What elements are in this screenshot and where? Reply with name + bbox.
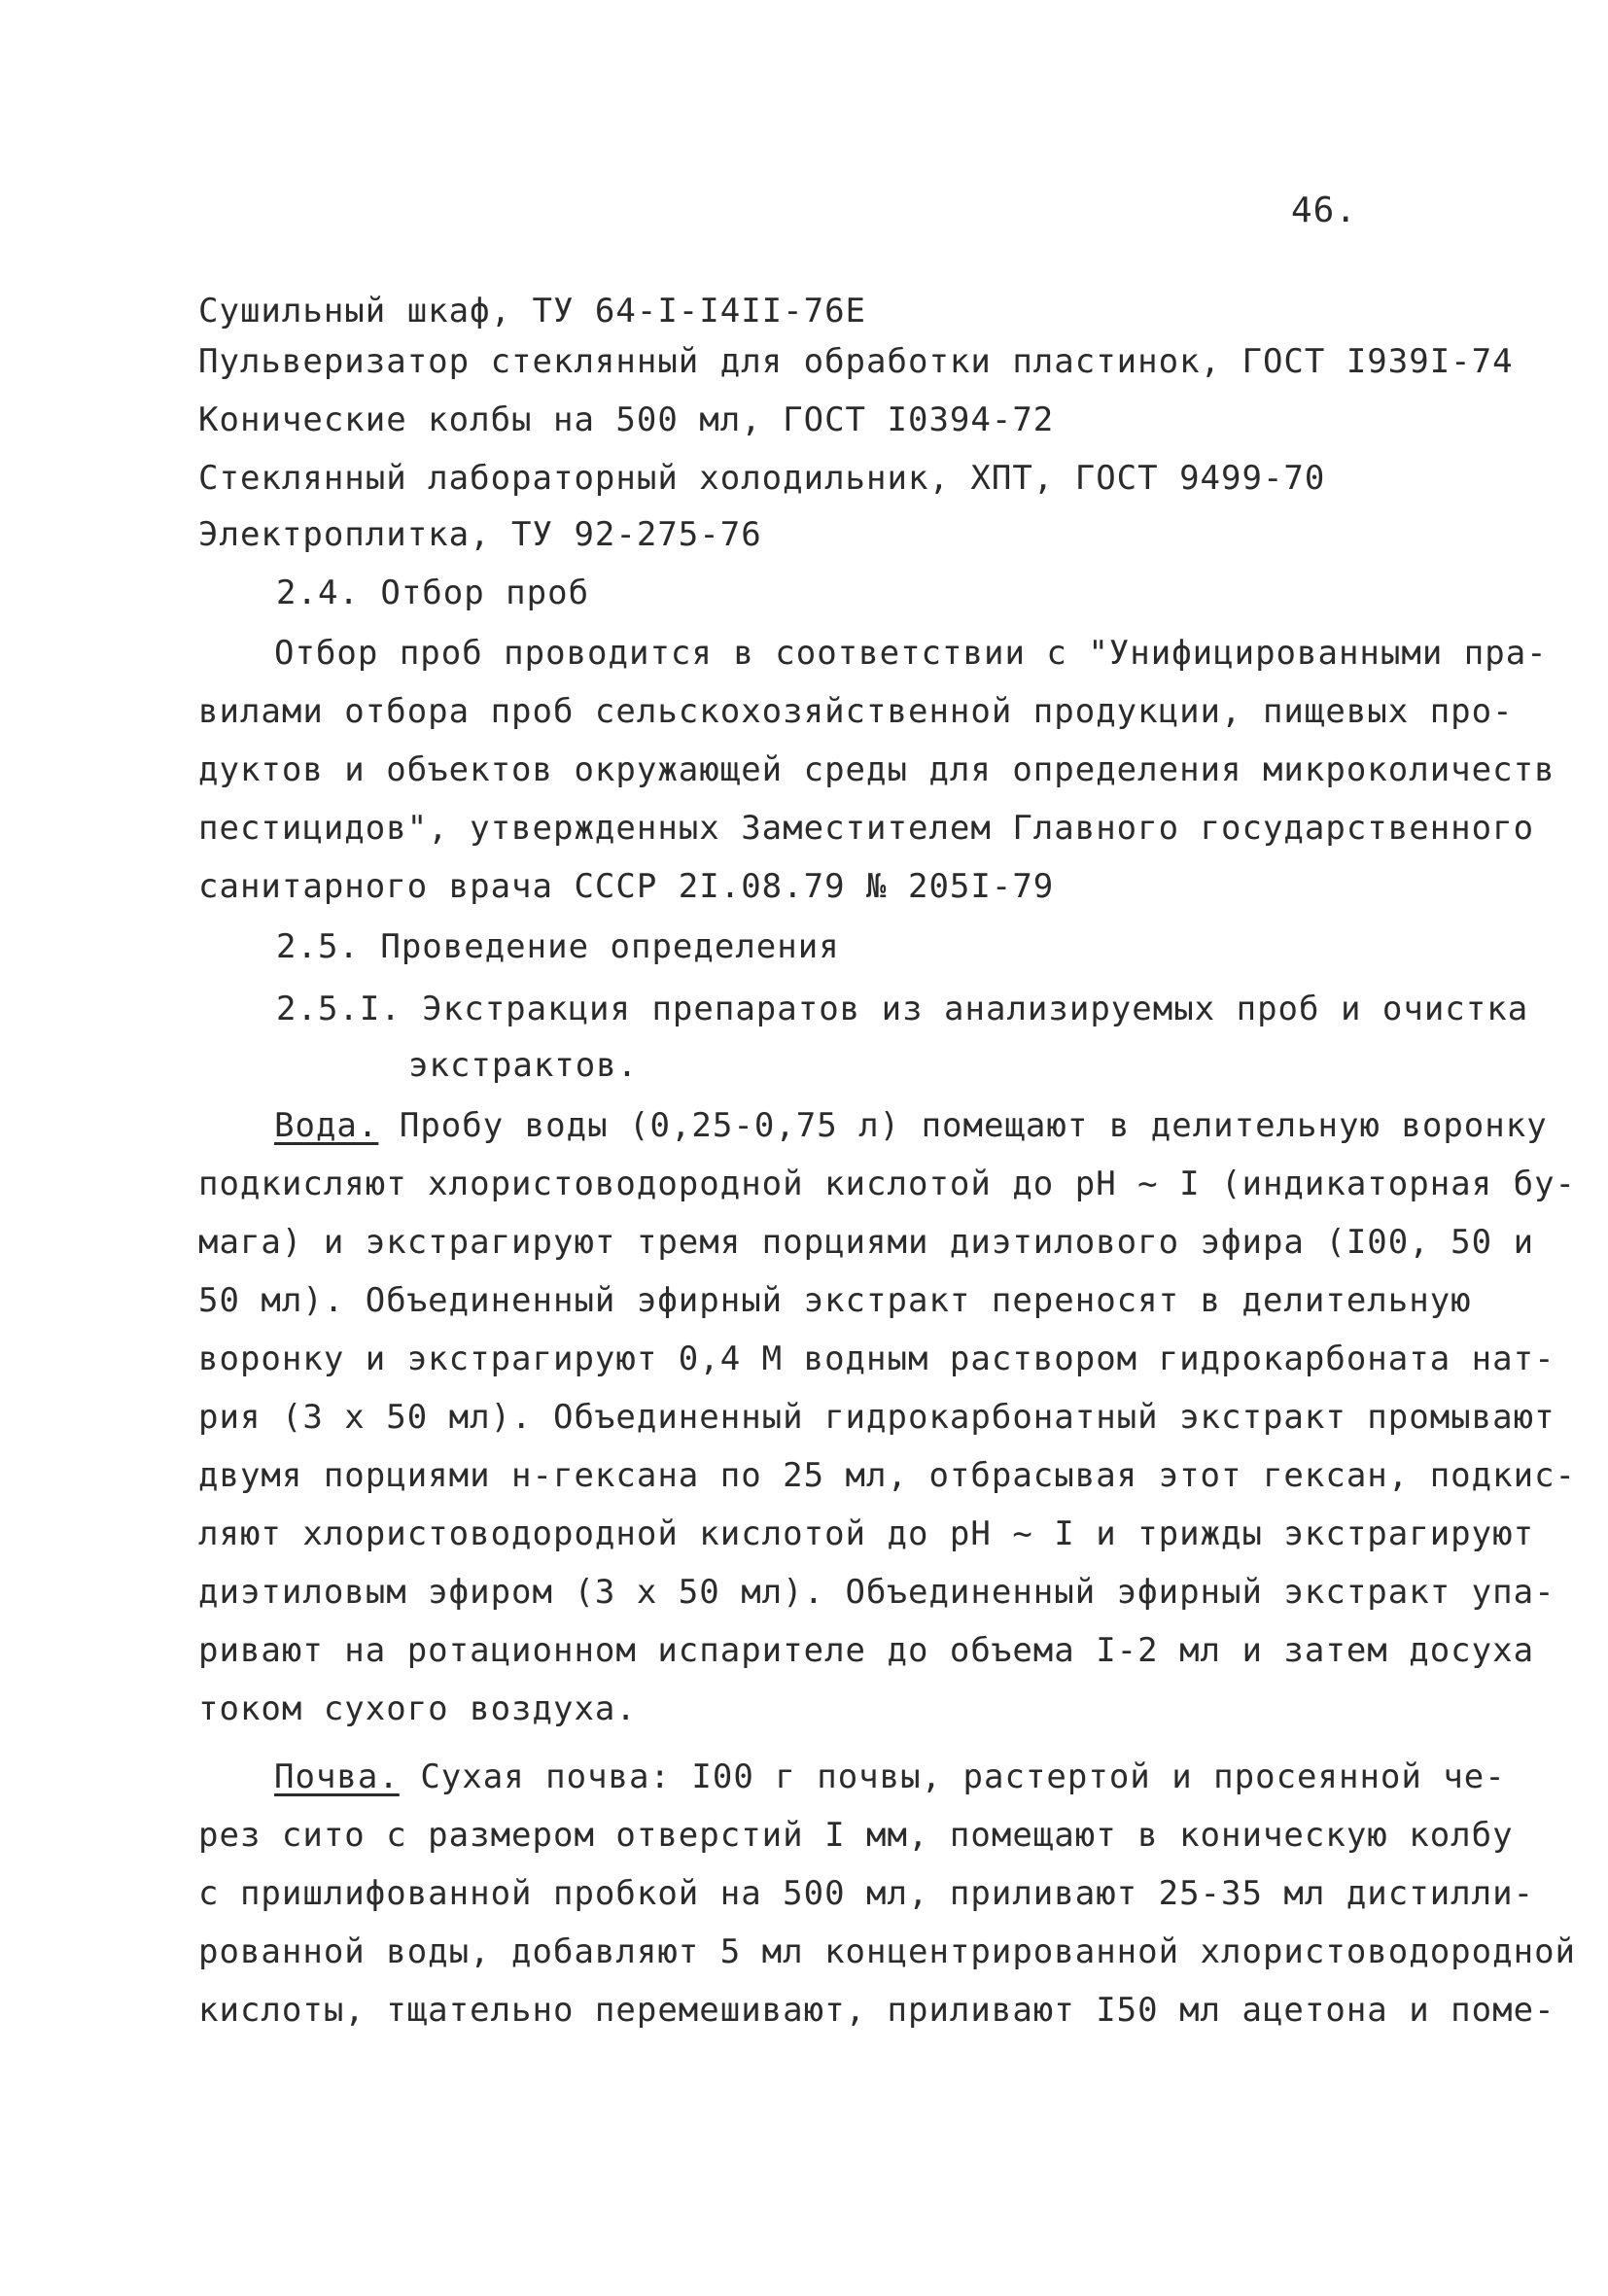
paragraph-line: ривают на ротационном испарителе до объема I-2 мл и затем досуха [198,1631,1535,1670]
paragraph-line: подкисляют хлористоводородной кислотой до рН ~ I (индикаторная бу- [198,1165,1577,1203]
paragraph-line: с пришлифованной пробкой на 500 мл, приливают 25-35 мл дистилли- [198,1874,1535,1913]
paragraph-line: Отбор проб проводится в соответствии с "Унифицированными пра- [274,634,1548,673]
paragraph-line: вилами отбора проб сельскохозяйственной продукции, пищевых про- [198,692,1514,731]
paragraph-line: ляют хлористоводородной кислотой до рН ~ I и трижды экстрагируют [198,1514,1535,1553]
paragraph-line: двумя порциями н-гексана по 25 мл, отбрасывая этот гексан, подкис- [198,1456,1577,1495]
equipment-line: Электроплитка, ТУ 92-275-76 [198,515,762,554]
equipment-line: Сушильный шкаф, ТУ 64-I-I4II-76Е [198,292,867,330]
paragraph-line: 50 мл). Объединенный эфирный экстракт переносят в делительную [198,1281,1472,1320]
paragraph-line: кислоты, тщательно перемешивают, приливают I50 мл ацетона и поме- [198,1991,1556,2030]
equipment-line: Конические колбы на 500 мл, ГОСТ I0394-72 [198,400,1055,439]
paragraph-line: воронку и экстрагируют 0,4 М водным раствором гидрокарбоната нат- [198,1339,1556,1378]
soil-label: Почва. [274,1757,400,1796]
paragraph-line-soil-first [274,1757,1506,1796]
water-label: Вода. [274,1106,379,1145]
paragraph-line: дуктов и объектов окружающей среды для определения микроколичеств [198,750,1556,789]
paragraph-line: рия (3 х 50 мл). Объединенный гидрокарбонатный экстракт промывают [198,1398,1556,1437]
equipment-line: Стеклянный лабораторный холодильник, ХПТ, ГОСТ 9499-70 [198,459,1326,498]
water-first-text: Пробу воды (0,25-0,75 л) помещают в делительную воронку [399,1106,1548,1145]
paragraph-line: диэтиловым эфиром (3 х 50 мл). Объединенный эфирный экстракт упа- [198,1573,1556,1612]
paragraph-line: рез сито с размером отверстий I мм, помещают в коническую колбу [198,1816,1514,1855]
soil-first-text: Сухая почва: I00 г почвы, растертой и просеянной че- [420,1757,1506,1796]
subsection-heading-continuation: экстрактов. [408,1046,639,1085]
paragraph-line-water-first [274,1106,1548,1145]
paragraph-line: мага) и экстрагируют тремя порциями диэтилового эфира (I00, 50 и [198,1223,1535,1262]
section-heading: 2.4. Отбор проб [276,574,590,612]
subsection-heading: 2.5.I. Экстракция препаратов из анализируемых проб и очистка [276,990,1529,1028]
paragraph-line: током сухого воздуха. [198,1689,637,1728]
paragraph-line: рованной воды, добавляют 5 мл концентрированной хлористоводородной [198,1932,1577,1971]
page-number: 46. [1291,191,1358,230]
paragraph-line: санитарного врача СССР 2I.08.79 № 205I-79 [198,867,1055,906]
equipment-line: Пульверизатор стеклянный для обработки пластинок, ГОСТ I939I-74 [198,342,1514,381]
section-heading: 2.5. Проведение определения [276,927,840,966]
paragraph-line: пестицидов", утвержденных Заместителем Главного государственного [198,809,1535,848]
